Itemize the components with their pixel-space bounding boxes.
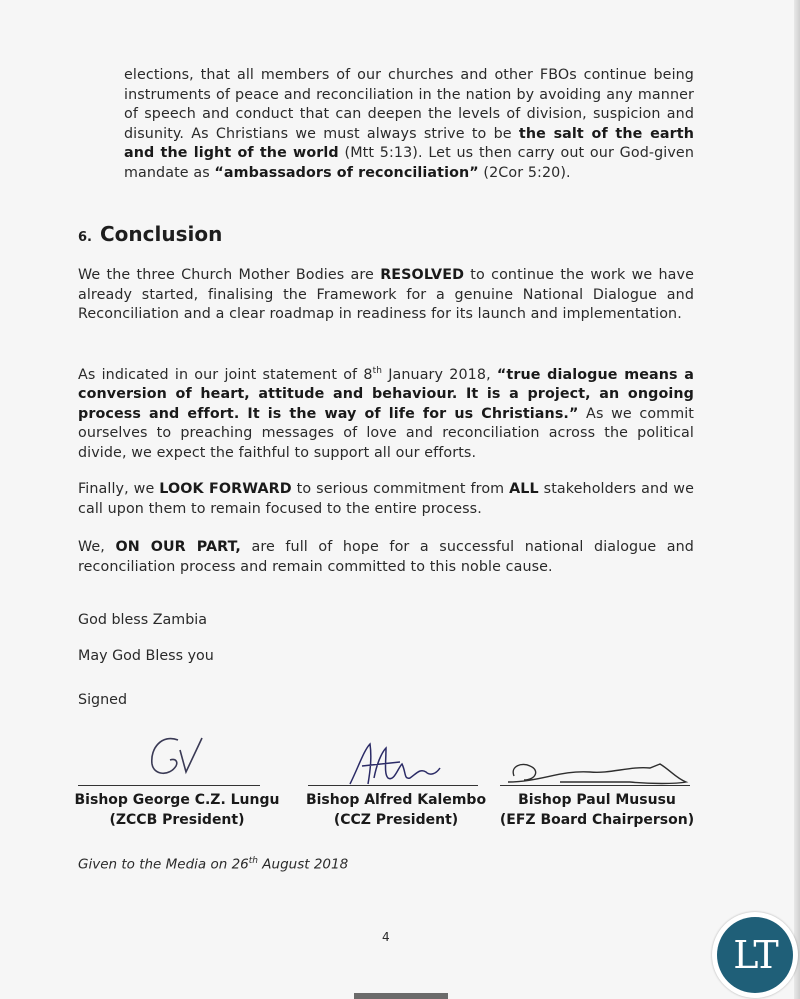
signatory-mususu	[492, 790, 702, 830]
p4-bold-1: ON OUR PART,	[115, 539, 241, 555]
p2-text-2: January 2018,	[382, 366, 497, 383]
signature-kalembo	[340, 738, 450, 792]
intro-paragraph	[124, 66, 694, 183]
intro-text-1: elections, that all members of our churches and other FBOs continue being instruments of peace and reconciliation in the nation by avoiding any manner of speech and conduct that can deepen the levels of division, suspicion and disunity. As Christians we must always strive to be	[124, 67, 694, 142]
signatory-lungu	[72, 790, 282, 830]
scroll-indicator-bar	[354, 993, 448, 999]
closing-signed: Signed	[78, 692, 128, 708]
p3-text-1: Finally, we	[78, 481, 160, 497]
lusaka-times-logo[interactable]	[712, 912, 798, 998]
signatory-kalembo	[296, 790, 496, 830]
paragraph-our-part	[78, 538, 694, 577]
intro-bold-2: “ambassadors of reconciliation”	[214, 164, 479, 181]
intro-text-2: (Mtt 5:13). Let us then carry out our God-given mandate as	[124, 145, 694, 181]
media-text-2: August 2018	[258, 856, 349, 873]
signature-line-mususu	[500, 785, 690, 786]
closing-may-god-bless: May God Bless you	[78, 648, 214, 664]
paragraph-look-forward	[78, 480, 694, 519]
p1-text-1: We the three Church Mother Bodies are	[78, 267, 381, 283]
intro-text-3: (2Cor 5:20).	[478, 164, 571, 181]
signatory-name-lungu: Bishop George C.Z. Lungu	[74, 792, 280, 808]
p4-text-1: We,	[78, 539, 116, 555]
section-heading	[78, 222, 222, 246]
signatory-role-lungu: (ZCCB President)	[109, 812, 245, 828]
section-title: Conclusion	[99, 222, 223, 246]
signatory-name-kalembo: Bishop Alfred Kalembo	[305, 792, 487, 808]
signatory-role-mususu: (EFZ Board Chairperson)	[499, 812, 695, 828]
p2-text-1: As indicated in our joint statement of 8	[78, 366, 373, 383]
section-number: 6.	[78, 230, 92, 245]
p2-bold-quote: “true dialogue means a conversion of heart, attitude and behaviour. It is a project, an ongoing process and effort. It is the way of life for us Christians.”	[78, 366, 695, 422]
signatory-role-kalembo: (CCZ President)	[333, 812, 459, 828]
closing-blessing: God bless Zambia	[78, 612, 208, 628]
page-number: 4	[382, 930, 390, 944]
paragraph-resolved	[78, 266, 694, 325]
p3-bold-1: LOOK FORWARD	[159, 481, 292, 497]
media-text-1: Given to the Media on 26	[78, 856, 249, 873]
page-edge-shadow	[794, 0, 800, 999]
p2-text-3: As we commit ourselves to preaching messages of love and reconciliation across the political divide, we expect the faithful to support all our efforts.	[78, 405, 694, 461]
p1-bold-1: RESOLVED	[380, 267, 465, 283]
p2-superscript: th	[372, 366, 383, 376]
p3-bold-2: ALL	[509, 481, 539, 497]
signature-line-kalembo	[308, 785, 478, 786]
intro-bold-1: the salt of the earth and the light of the world	[124, 125, 694, 161]
p3-text-3: stakeholders and we call upon them to remain focused to the entire process.	[78, 481, 694, 517]
signatory-name-mususu: Bishop Paul Mususu	[518, 792, 676, 808]
media-release-date	[78, 856, 348, 873]
signature-line-lungu	[78, 785, 260, 786]
signature-lungu	[140, 730, 220, 786]
logo-text: LT	[717, 917, 793, 993]
p3-text-2: to serious commitment from	[291, 481, 510, 497]
media-superscript: th	[248, 856, 259, 866]
p4-text-2: are full of hope for a successful national dialogue and reconciliation process and remain committed to this noble cause.	[78, 539, 694, 575]
paragraph-joint-statement	[78, 362, 694, 463]
p1-text-2: to continue the work we have already started, finalising the Framework for a genuine National Dialogue and Reconciliation and a clear roadmap in readiness for its launch and implementation.	[78, 267, 694, 322]
